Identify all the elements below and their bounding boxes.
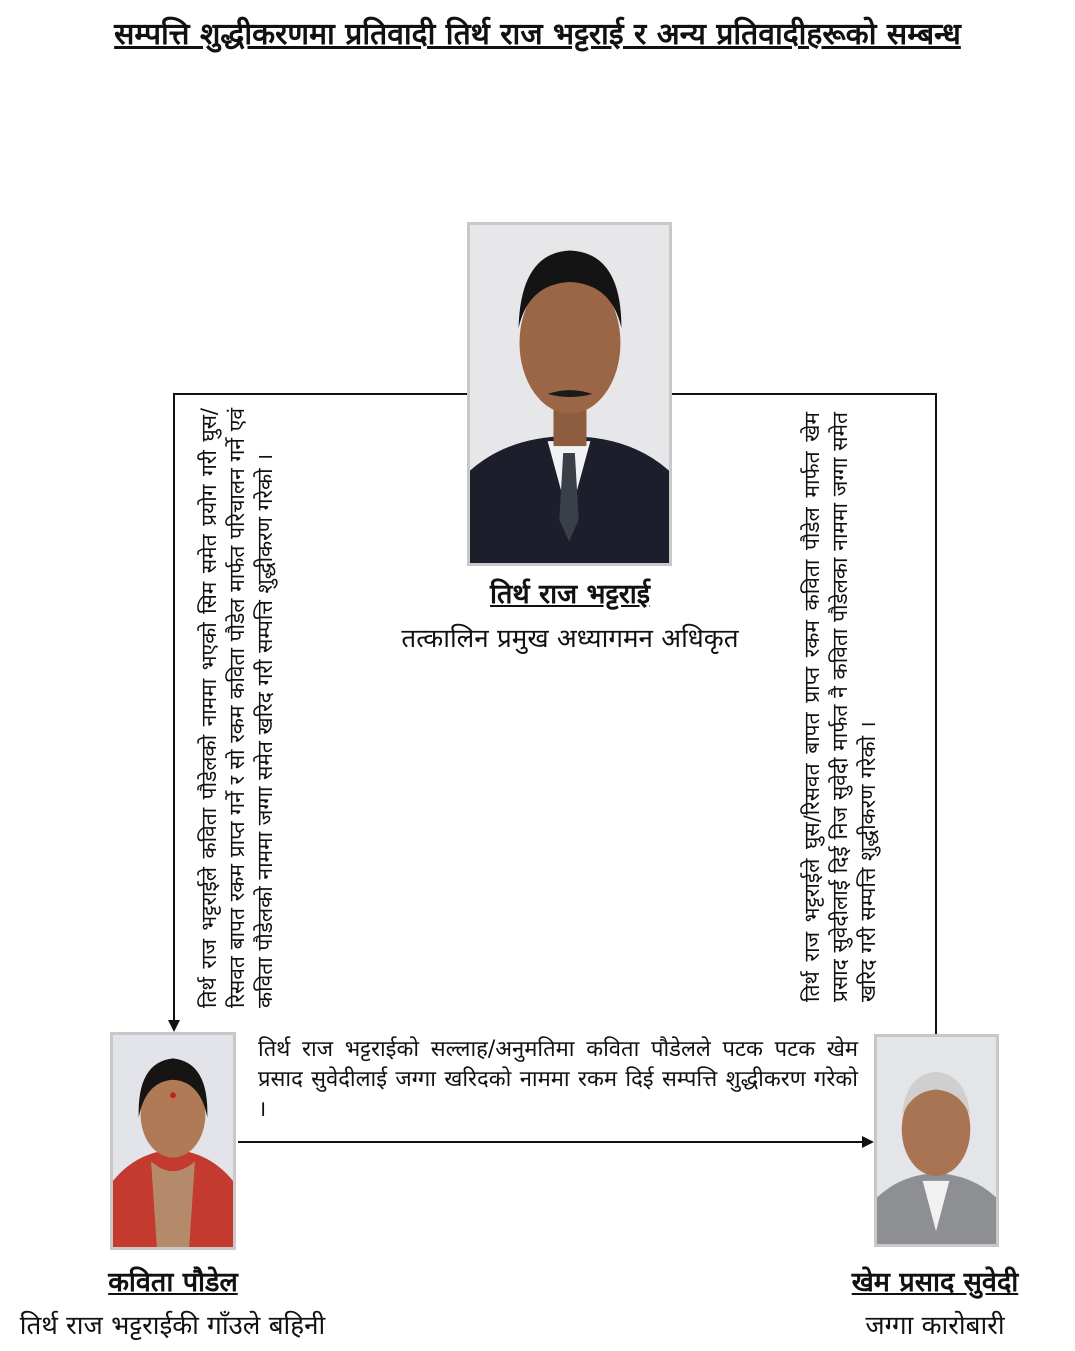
role-right-person: जग्गा कारोबारी <box>865 1311 1005 1341</box>
diagram-title: सम्पत्ति शुद्धीकरणमा प्रतिवादी तिर्थ राज भट्टराई र अन्य प्रतिवादीहरूको सम्बन्ध <box>114 17 961 52</box>
photo-right-person <box>874 1034 999 1247</box>
photo-center-person <box>467 222 672 566</box>
name-left-person: कविता पौडेल <box>108 1267 238 1298</box>
portrait-elderly-man-icon <box>877 1037 996 1244</box>
edge-text-center-to-left: तिर्थ राज भट्टराईले कविता पौडेलको नाममा भएको सिम समेत प्रयोग गरी घुस/रिसवत बापत रकम प्राप्त गर्ने र सो रकम कविता पौडेल मार्फत परिचालन गर्ने एवं कविता पौडेलको नाममा जग्गा समेत खरिद गरी सम्पत्ति शुद्धीकरण गरेको । <box>197 408 277 1008</box>
edge-text-left-to-right: तिर्थ राज भट्टराईको सल्लाह/अनुमतिमा कविता पौडेलले पटक पटक खेम प्रसाद सुवेदीलाई जग्गा खरिदको नाममा रकम दिई सम्पत्ति शुद्धीकरण गरेको । <box>258 1037 858 1122</box>
portrait-man-icon <box>470 225 669 563</box>
edge-text-center-to-right: तिर्थ राज भट्टराईले घुस/रिसवत बापत प्राप्त रकम कविता पौडेल मार्फत खेम प्रसाद सुवेदीलाई दिई निज सुवेदी मार्फत नै कविता पौडेलका नाममा जग्गा समेत खरिद गरी सम्पत्ति शुद्धीकरण गरेको । <box>800 412 880 1002</box>
role-left-person: तिर्थ राज भट्टराईकी गाँउले बहिनी <box>19 1311 326 1341</box>
portrait-woman-icon <box>113 1035 233 1247</box>
name-center-person: तिर्थ राज भट्टराई <box>490 579 650 610</box>
photo-left-person <box>110 1032 236 1250</box>
name-right-person: खेम प्रसाद सुवेदी <box>851 1267 1019 1298</box>
role-center-person: तत्कालिन प्रमुख अध्यागमन अधिकृत <box>401 624 739 654</box>
